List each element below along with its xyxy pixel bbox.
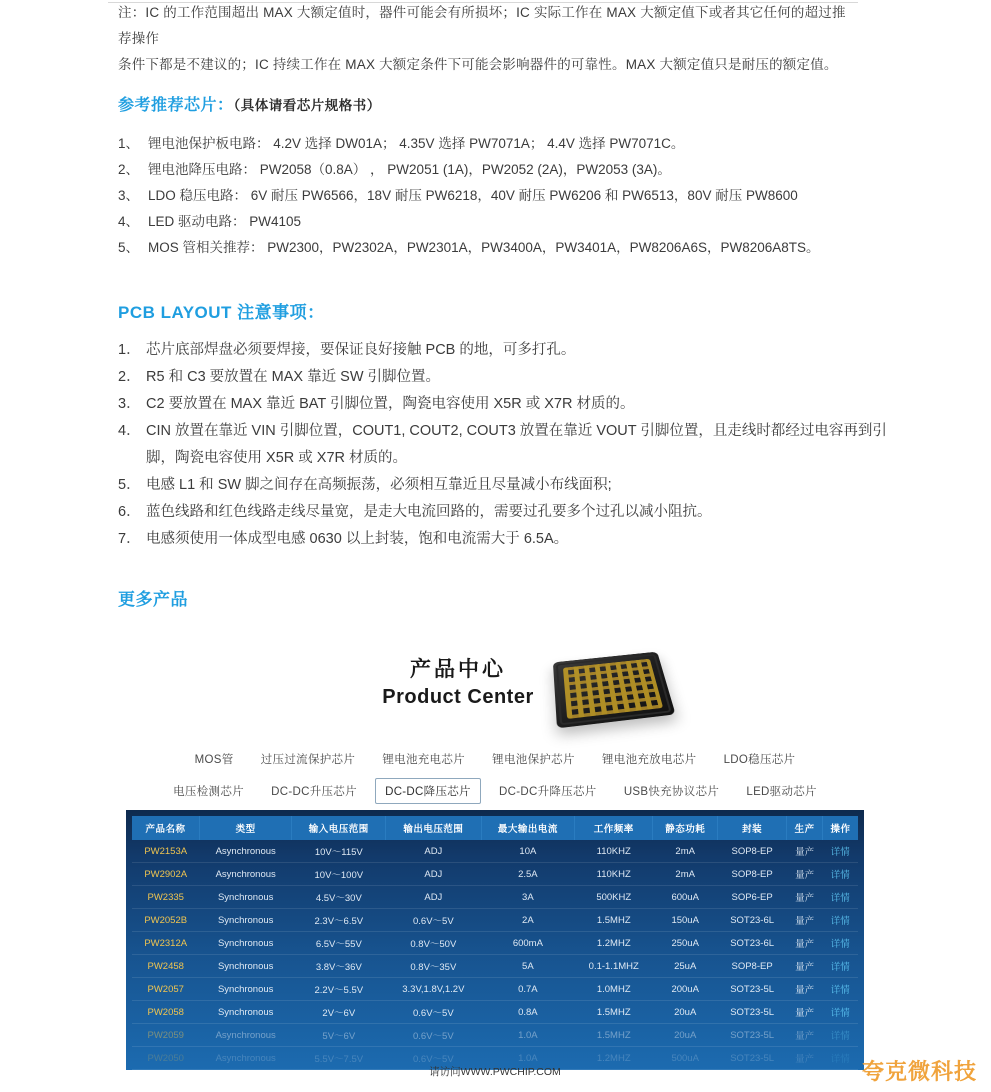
category-row-1 (118, 747, 872, 771)
cell-vin: 2.3V～6.5V (292, 909, 386, 932)
cell-type: Synchronous (199, 955, 292, 978)
category-dcdc-buckboost[interactable]: DC-DC升降压芯片 (499, 786, 597, 798)
cell-type: Synchronous (199, 978, 292, 1001)
list-item-text: LDO 稳压电路： 6V 耐压 PW6566，18V 耐压 PW6218，40V 耐压 PW6206 和 PW6513，80V 耐压 PW8600 (148, 188, 798, 203)
cell-package: SOP8-EP (718, 863, 787, 886)
cell-type: Asynchronous (199, 863, 292, 886)
cell-vin: 6.5V～55V (292, 932, 386, 955)
list-item-number: 3． (118, 396, 141, 412)
cell-iout: 600mA (481, 932, 575, 955)
cell-detail-link[interactable]: 详情 (823, 978, 858, 1001)
col-iout: 最大输出电流 (481, 816, 575, 840)
cell-iq: 250uA (653, 932, 718, 955)
cell-detail-link[interactable]: 详情 (823, 886, 858, 909)
list-item-number: 1、 (118, 136, 140, 151)
site-visit-note: 请访问WWW.PWCHIP.COM (429, 1066, 561, 1078)
cell-package: SOP8-EP (718, 840, 787, 863)
table-body (132, 840, 858, 1070)
cell-vin: 10V～100V (292, 863, 386, 886)
category-voltage-detect[interactable]: 电压检测芯片 (173, 786, 244, 798)
category-usb-fastcharge[interactable]: USB快充协议芯片 (623, 786, 720, 798)
cell-name: PW2335 (132, 886, 199, 909)
product-center-title-en: Product Center (382, 686, 534, 708)
cell-production: 量产 (787, 932, 823, 955)
recommended-chip-heading (118, 92, 381, 115)
cell-iq: 200uA (653, 978, 718, 1001)
cell-freq: 1.0MHZ (575, 978, 653, 1001)
list-item-text: 芯片底部焊盘必须要焊接，要保证良好接触 PCB 的地，可多打孔。 (146, 342, 576, 358)
cell-vout: ADJ (386, 886, 481, 909)
cell-iout: 0.8A (481, 1001, 575, 1024)
cell-detail-link[interactable]: 详情 (823, 955, 858, 978)
cell-vout: 0.8V～35V (386, 955, 481, 978)
col-freq: 工作频率 (575, 816, 653, 840)
list-item-number: 3、 (118, 188, 140, 203)
category-ldo[interactable]: LDO稳压芯片 (723, 754, 796, 766)
watermark-logo: 夸克微科技 (861, 1059, 977, 1084)
cell-production: 量产 (787, 955, 823, 978)
cell-vout: 0.6V～5V (386, 909, 481, 932)
cell-name: PW2458 (132, 955, 199, 978)
cell-vout: ADJ (386, 840, 481, 863)
cell-detail-link[interactable]: 详情 (823, 863, 858, 886)
cell-vin: 10V～115V (292, 840, 386, 863)
col-action: 操作 (823, 816, 858, 840)
more-products-heading: 更多产品 (118, 590, 188, 609)
cell-name: PW2057 (132, 978, 199, 1001)
cell-production: 量产 (787, 863, 823, 886)
cell-production: 量产 (787, 886, 823, 909)
cell-vin: 2V～6V (292, 1001, 386, 1024)
cell-name: PW2902A (132, 863, 199, 886)
cell-package: SOP6-EP (718, 886, 787, 909)
cell-package: SOT23-6L (718, 932, 787, 955)
cell-name: PW2312A (132, 932, 199, 955)
col-type: 类型 (199, 816, 292, 840)
cell-vin: 5.5V～7.5V (292, 1047, 386, 1070)
list-item-text: C2 要放置在 MAX 靠近 BAT 引脚位置，陶瓷电容使用 X5R 或 X7R 材质的。 (146, 396, 635, 412)
recommended-chip-subtitle: （具体请看芯片规格书） (233, 98, 381, 113)
table-row[interactable] (132, 1024, 858, 1047)
cell-detail-link[interactable]: 详情 (823, 1001, 858, 1024)
list-item (118, 183, 918, 209)
table-row[interactable] (132, 909, 858, 932)
cell-freq: 110KHZ (575, 863, 653, 886)
cell-package: SOT23-5L (718, 1047, 787, 1070)
list-item-number: 2． (118, 369, 141, 385)
cell-iout: 1.0A (481, 1047, 575, 1070)
cell-type: Synchronous (199, 909, 292, 932)
table-row[interactable] (132, 1001, 858, 1024)
list-item-number: 1． (118, 342, 141, 358)
list-item (118, 235, 918, 261)
list-item-number: 4． (118, 423, 141, 439)
cell-production: 量产 (787, 1047, 823, 1070)
product-center-title-cn: 产品中心 (410, 658, 506, 681)
cell-type: Asynchronous (199, 1024, 292, 1047)
cell-production: 量产 (787, 1024, 823, 1047)
cell-type: Synchronous (199, 1001, 292, 1024)
list-item (118, 499, 908, 526)
list-item-number: 5． (118, 477, 141, 493)
list-item-text: 锂电池降压电路： PW2058（0.8A） ， PW2051 (1A)，PW2052 (2A)，PW2053 (3A)。 (148, 162, 671, 177)
list-item (118, 418, 908, 472)
cell-name: PW2052B (132, 909, 199, 932)
cell-iq: 2mA (653, 840, 718, 863)
list-item-number: 5、 (118, 240, 140, 255)
cell-detail-link[interactable]: 详情 (823, 840, 858, 863)
cell-iout: 0.7A (481, 978, 575, 1001)
cell-package: SOT23-6L (718, 909, 787, 932)
cell-name: PW2058 (132, 1001, 199, 1024)
cell-type: Synchronous (199, 886, 292, 909)
cell-detail-link[interactable]: 详情 (823, 909, 858, 932)
cell-iq: 150uA (653, 909, 718, 932)
cell-iout: 10A (481, 840, 575, 863)
cell-freq: 1.2MHZ (575, 932, 653, 955)
col-production: 生产 (787, 816, 823, 840)
cell-freq: 1.5MHZ (575, 1024, 653, 1047)
category-dcdc-buck[interactable]: DC-DC降压芯片 (375, 778, 481, 804)
cell-name: PW2059 (132, 1024, 199, 1047)
cell-iout: 5A (481, 955, 575, 978)
list-item (118, 472, 908, 499)
cell-type: Asynchronous (199, 840, 292, 863)
category-dcdc-boost[interactable]: DC-DC升压芯片 (271, 786, 357, 798)
list-item-text: MOS 管相关推荐： PW2300，PW2302A，PW2301A，PW3400A，PW3401A，PW8206A6S，PW8206A8TS。 (148, 240, 820, 255)
list-item-number: 2、 (118, 162, 140, 177)
cell-vout: 0.6V～5V (386, 1001, 481, 1024)
cell-production: 量产 (787, 909, 823, 932)
note-line-2: 条件下都是不建议的；IC 持续工作在 MAX 大额定条件下可能会影响器件的可靠性。MAX 大额定值只是耐压的额定值。 (118, 57, 838, 72)
cell-iq: 25uA (653, 955, 718, 978)
cell-iout: 1.0A (481, 1024, 575, 1047)
list-item-text: 电感 L1 和 SW 脚之间存在高频振荡，必须相互靠近且尽量减小布线面积; (146, 477, 612, 493)
category-mos[interactable]: MOS管 (194, 754, 234, 766)
cell-vout: ADJ (386, 863, 481, 886)
cell-type: Asynchronous (199, 1047, 292, 1070)
product-table (132, 816, 858, 1070)
list-item (118, 364, 908, 391)
cell-vout: 0.6V～5V (386, 1024, 481, 1047)
list-item-number: 6． (118, 504, 141, 520)
product-center-image (118, 628, 872, 1083)
cell-detail-link[interactable]: 详情 (823, 932, 858, 955)
max-rating-note (118, 0, 858, 78)
col-package: 封装 (718, 816, 787, 840)
cell-package: SOT23-5L (718, 1001, 787, 1024)
list-item (118, 526, 908, 553)
list-item (118, 209, 918, 235)
category-li-protect[interactable]: 锂电池保护芯片 (492, 754, 575, 766)
cell-iq: 20uA (653, 1024, 718, 1047)
cell-freq: 0.1-1.1MHZ (575, 955, 653, 978)
col-name: 产品名称 (132, 816, 199, 840)
category-li-chargedischarge[interactable]: 锂电池充放电芯片 (601, 754, 697, 766)
cell-vin: 2.2V～5.5V (292, 978, 386, 1001)
list-item-text: 锂电池保护板电路： 4.2V 选择 DW01A； 4.35V 选择 PW7071A； 4.4V 选择 PW7071C。 (148, 136, 685, 151)
list-item-number: 7． (118, 531, 141, 547)
pcb-layout-heading: PCB LAYOUT 注意事项： (118, 303, 325, 322)
cell-vin: 4.5V～30V (292, 886, 386, 909)
horizontal-divider (108, 2, 858, 3)
list-item (118, 157, 918, 183)
chip-package-illustration (553, 652, 676, 729)
cell-iq: 500uA (653, 1047, 718, 1070)
cell-package: SOP8-EP (718, 955, 787, 978)
cell-iq: 20uA (653, 1001, 718, 1024)
cell-freq: 500KHZ (575, 886, 653, 909)
cell-vin: 3.8V～36V (292, 955, 386, 978)
table-row[interactable] (132, 840, 858, 863)
table-row[interactable] (132, 932, 858, 955)
table-header-row (132, 816, 858, 840)
cell-name: PW2153A (132, 840, 199, 863)
cell-detail-link[interactable]: 详情 (823, 1047, 858, 1070)
product-table-container (126, 810, 864, 1070)
cell-freq: 1.2MHZ (575, 1047, 653, 1070)
col-vout: 输出电压范围 (386, 816, 481, 840)
cell-detail-link[interactable]: 详情 (823, 1024, 858, 1047)
cell-iout: 2.5A (481, 863, 575, 886)
cell-production: 量产 (787, 1001, 823, 1024)
cell-iq: 600uA (653, 886, 718, 909)
recommended-chip-title: 参考推荐芯片： (118, 97, 234, 114)
col-vin: 输入电压范围 (292, 816, 386, 840)
table-row[interactable] (132, 955, 858, 978)
cell-type: Synchronous (199, 932, 292, 955)
cell-package: SOT23-5L (718, 1024, 787, 1047)
category-row-2 (118, 778, 872, 804)
cell-vout: 3.3V,1.8V,1.2V (386, 978, 481, 1001)
cell-vout: 0.6V～5V (386, 1047, 481, 1070)
col-iq: 静态功耗 (653, 816, 718, 840)
list-item-text: 蓝色线路和红色线路走线尽量宽，是走大电流回路的，需要过孔要多个过孔以减小阻抗。 (146, 504, 712, 520)
list-item-text: LED 驱动电路： PW4105 (148, 214, 302, 229)
table-row[interactable] (132, 863, 858, 886)
table-row[interactable] (132, 886, 858, 909)
note-line-1: 注：IC 的工作范围超出 MAX 大额定值时，器件可能会有所损坏；IC 实际工作在 MAX 大额定值下或者其它任何的超过推荐操作 (118, 5, 846, 46)
category-li-charge[interactable]: 锂电池充电芯片 (382, 754, 465, 766)
list-item-text: CIN 放置在靠近 VIN 引脚位置，COUT1, COUT2, COUT3 放置在靠近 VOUT 引脚位置，且走线时都经过电容再到引脚，陶瓷电容使用 X5R 或 X7R 材质的。 (146, 423, 887, 466)
list-item-number: 4、 (118, 214, 140, 229)
cell-freq: 1.5MHZ (575, 1001, 653, 1024)
cell-iq: 2mA (653, 863, 718, 886)
list-item (118, 131, 918, 157)
list-item (118, 337, 908, 364)
cell-production: 量产 (787, 978, 823, 1001)
category-ovp-ocp[interactable]: 过压过流保护芯片 (260, 754, 356, 766)
cell-freq: 1.5MHZ (575, 909, 653, 932)
list-item-text: 电感须使用一体成型电感 0630 以上封装，饱和电流需大于 6.5A。 (146, 531, 569, 547)
pcb-layout-list (118, 337, 908, 553)
cell-package: SOT23-5L (718, 978, 787, 1001)
cell-freq: 110KHZ (575, 840, 653, 863)
cell-production: 量产 (787, 840, 823, 863)
recommended-chip-list (118, 131, 918, 261)
category-led-driver[interactable]: LED驱动芯片 (746, 786, 817, 798)
cell-iout: 2A (481, 909, 575, 932)
cell-vin: 5V～6V (292, 1024, 386, 1047)
table-row[interactable] (132, 978, 858, 1001)
list-item (118, 391, 908, 418)
cell-name: PW2050 (132, 1047, 199, 1070)
cell-vout: 0.8V～50V (386, 932, 481, 955)
list-item-text: R5 和 C3 要放置在 MAX 靠近 SW 引脚位置。 (146, 369, 441, 385)
cell-iout: 3A (481, 886, 575, 909)
product-center-title (368, 656, 548, 710)
